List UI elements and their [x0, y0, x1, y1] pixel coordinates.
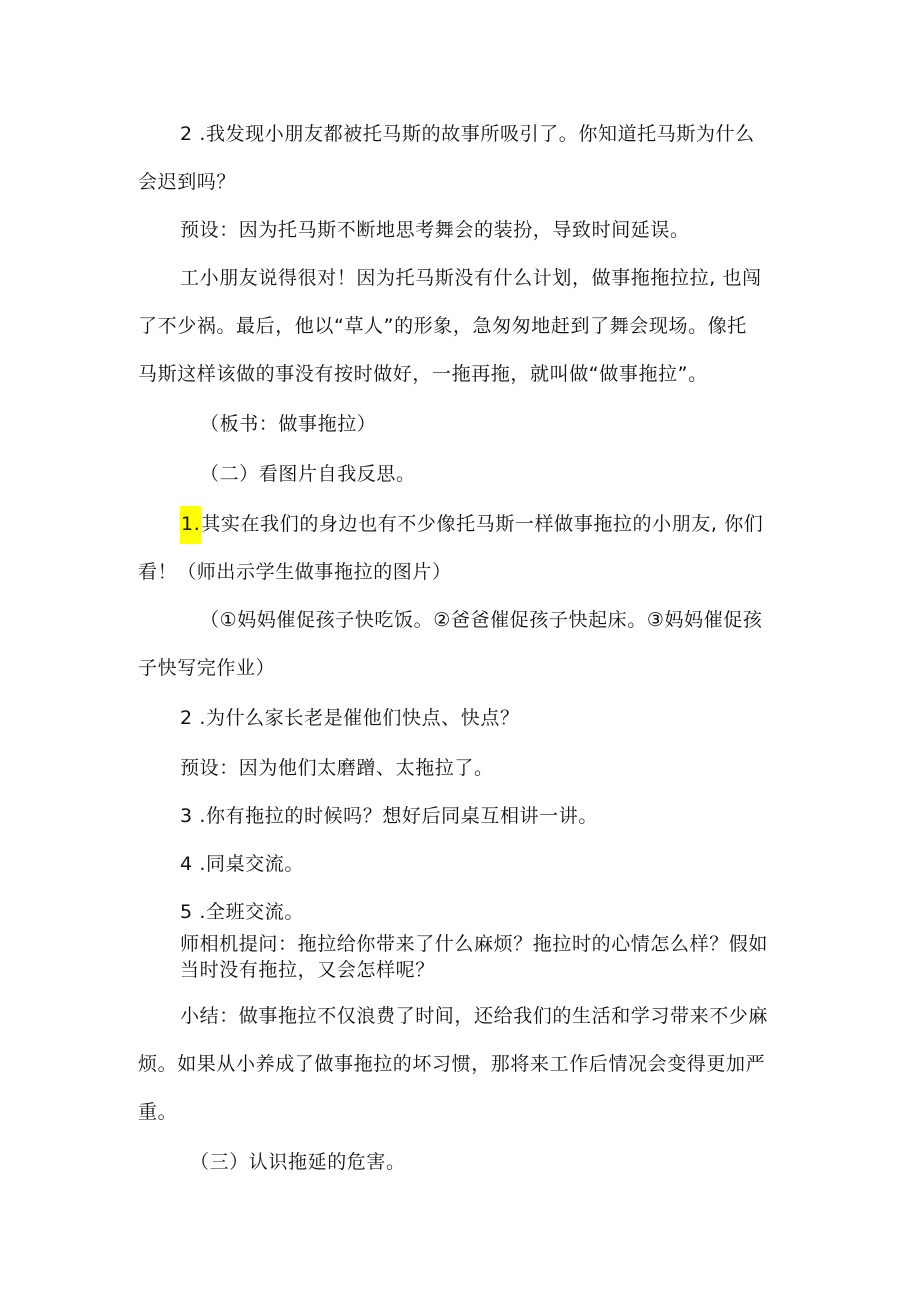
- summary-line1: 小结：做事拖拉不仅浪费了时间，还给我们的生活和学习带来不少麻: [180, 1005, 769, 1027]
- item5: 5 .全班交流。: [180, 901, 304, 923]
- item4: 4 .同桌交流。: [180, 853, 304, 875]
- teacher-question-line2: 当时没有拖拉，又会怎样呢？: [180, 959, 435, 981]
- para2-preset: 预设：因为托马斯不断地思考舞会的装扮，导致时间延误。: [180, 219, 690, 241]
- pictures-line1: （①妈妈催促孩子快吃饭。②爸爸催促孩子快起床。③妈妈催促孩: [200, 609, 763, 631]
- summary-line2: 烦。如果从小养成了做事拖拉的坏习惯，那将来工作后情况会变得更加严: [138, 1053, 766, 1075]
- section2-heading: （二）看图片自我反思。: [200, 463, 416, 485]
- summary-line3: 重。: [138, 1101, 178, 1123]
- pictures-line2: 子快写完作业）: [138, 657, 276, 679]
- item1-line2: 看！（师出示学生做事拖拉的图片）: [138, 561, 452, 583]
- board-note: （板书：做事拖拉）: [200, 413, 377, 435]
- para3-line2: 了不少祸。最后，他以“草人”的形象，急匆匆地赶到了舞会现场。像托: [138, 315, 747, 337]
- item1-line1: [180, 512, 763, 544]
- para1-line2: 会迟到吗？: [138, 171, 237, 193]
- item1-line1-text: 其实在我们的身边也有不少像托马斯一样做事拖拉的小朋友, 你们: [201, 513, 764, 535]
- item2: 2 .为什么家长老是催他们快点、快点？: [180, 707, 520, 729]
- preset2: 预设：因为他们太磨蹭、太拖拉了。: [180, 757, 494, 779]
- section3-heading: （三）认识拖延的危害。: [190, 1151, 406, 1173]
- item1-number-highlight: 1.: [180, 506, 201, 544]
- teacher-question-line1: 师相机提问：拖拉给你带来了什么麻烦？拖拉时的心情怎么样？假如: [180, 933, 769, 955]
- para3-line3: 马斯这样该做的事没有按时做好，一拖再拖，就叫做“做事拖拉”。: [138, 363, 708, 385]
- para3-line1: 工小朋友说得很对！因为托马斯没有什么计划，做事拖拖拉拉, 也闯: [180, 267, 762, 289]
- item3: 3 .你有拖拉的时候吗？想好后同桌互相讲一讲。: [180, 805, 598, 827]
- para1-line1: 2 .我发现小朋友都被托马斯的故事所吸引了。你知道托马斯为什么: [180, 123, 755, 145]
